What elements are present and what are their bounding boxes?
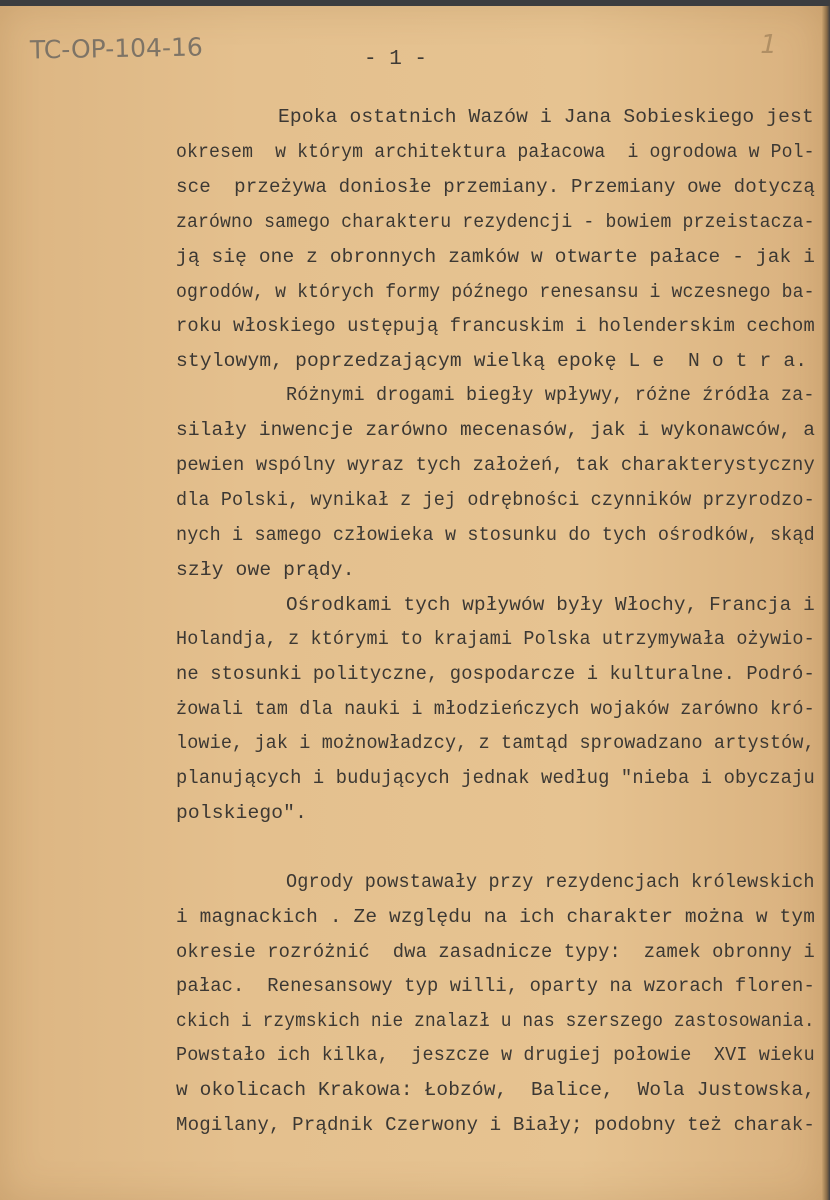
- text-line: w okolicach Krakowa: Łobzów, Balice, Wola Justowska,: [176, 1079, 816, 1101]
- text-line: okresie rozróżnić dwa zasadnicze typy: zamek obronny i: [176, 941, 815, 963]
- text-line: Ogrody powstawały przy rezydencjach królewskich: [286, 871, 815, 893]
- corner-page-number: 1: [756, 30, 780, 60]
- text-line: ogrodów, w których formy późnego renesansu i wczesnego ba-: [176, 281, 815, 303]
- text-line: Mogilany, Prądnik Czerwony i Biały; podobny też charak-: [176, 1114, 815, 1136]
- text-line: Holandja, z którymi to krajami Polska utrzymywała ożywio-: [176, 628, 815, 650]
- text-line: dla Polski, wynikał z jej odrębności czynników przyrodzo-: [176, 489, 815, 511]
- text-line: ckich i rzymskich nie znalazł u nas szerszego zastosowania.: [176, 1010, 815, 1032]
- text-line: szły owe prądy.: [176, 559, 355, 581]
- text-line: roku włoskiego ustępują francuskim i holenderskim cechom: [176, 315, 815, 337]
- text-line: sce przeżywa doniosłe przemiany. Przemiany owe dotyczą: [176, 176, 815, 198]
- text-line: polskiego".: [176, 802, 307, 824]
- text-line: pałac. Renesansowy typ willi, oparty na wzorach floren-: [176, 975, 815, 997]
- text-line: żowali tam dla nauki i młodzieńczych wojaków zarówno kró-: [176, 698, 815, 720]
- text-line: i magnackich . Ze względu na ich charakter można w tym: [176, 906, 816, 928]
- text-line: okresem w którym architektura pałacowa i ogrodowa w Pol-: [176, 141, 815, 163]
- text-line: Epoka ostatnich Wazów i Jana Sobieskiego jest: [278, 106, 814, 128]
- text-line: ją się one z obronnych zamków w otwarte pałace - jak i: [176, 246, 816, 268]
- text-line: Powstało ich kilka, jeszcze w drugiej połowie XVI wieku: [176, 1044, 815, 1066]
- archive-signature: TC-OP-104-16: [29, 32, 204, 65]
- text-line: Różnymi drogami biegły wpływy, różne źródła za-: [286, 384, 815, 406]
- text-line: stylowym, poprzedzającym wielką epokę L e N o t r a.: [176, 350, 808, 372]
- text-line: planujących i budujących jednak według "nieba i obyczaju: [176, 767, 815, 789]
- text-line: ne stosunki polityczne, gospodarcze i kulturalne. Podró-: [176, 663, 815, 685]
- text-line: lowie, jak i możnowładzcy, z tamtąd sprowadzano artystów,: [176, 732, 815, 754]
- page-number: - 1 -: [364, 48, 428, 71]
- page-edge: [822, 6, 830, 1200]
- text-line: silały inwencje zarówno mecenasów, jak i wykonawców, a: [176, 419, 816, 441]
- text-line: nych i samego człowieka w stosunku do tych ośrodków, skąd: [176, 524, 815, 546]
- text-line: Ośrodkami tych wpływów były Włochy, Francja i: [286, 594, 815, 616]
- text-line: zarówno samego charakteru rezydencji - bowiem przeistacza-: [176, 211, 815, 233]
- text-line: pewien wspólny wyraz tych założeń, tak charakterystyczny: [176, 454, 815, 476]
